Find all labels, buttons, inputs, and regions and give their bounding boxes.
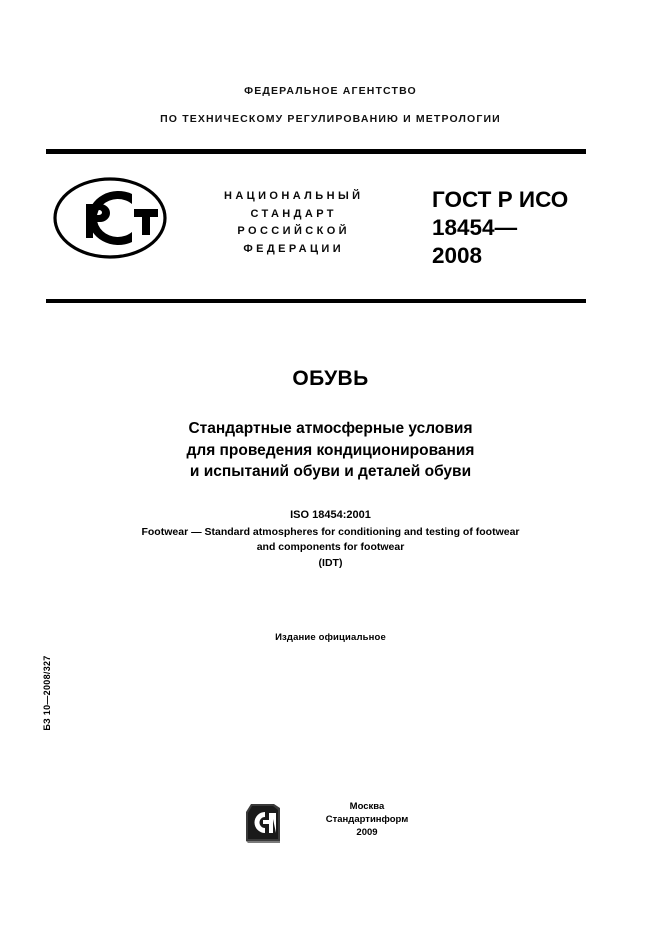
publisher-year: 2009 bbox=[356, 827, 378, 838]
national-standard-line-1: НАЦИОНАЛЬНЫЙ bbox=[223, 190, 364, 202]
page-subtitle bbox=[0, 418, 661, 483]
publisher-imprint bbox=[291, 800, 443, 839]
standard-designation bbox=[432, 186, 642, 270]
iso-equivalence-block bbox=[0, 508, 661, 571]
publisher-city: Москва bbox=[349, 801, 385, 812]
page-title: ОБУВЬ bbox=[292, 367, 369, 390]
publisher-block bbox=[243, 800, 443, 850]
iso-english-title-line-1: Footwear — Standard atmospheres for conditioning and testing of footwear bbox=[141, 525, 520, 538]
official-edition-label: Издание официальное bbox=[275, 632, 386, 643]
designation-line-3: 2008 bbox=[432, 243, 483, 268]
gost-r-mark-icon bbox=[52, 176, 168, 260]
agency-name-line-1: ФЕДЕРАЛЬНОЕ АГЕНТСТВО bbox=[244, 85, 417, 97]
publisher-name: Стандартинформ bbox=[325, 814, 409, 825]
divider-rule-top bbox=[46, 149, 586, 154]
iso-correspondence-degree: (IDT) bbox=[318, 556, 343, 569]
standartinform-logo-icon bbox=[243, 802, 286, 845]
national-standard-line-4: ФЕДЕРАЦИИ bbox=[243, 242, 345, 255]
designation-line-2: 18454— bbox=[432, 215, 518, 240]
subtitle-line-2: для проведения кондиционирования bbox=[186, 441, 475, 459]
subtitle-line-3: и испытаний обуви и деталей обуви bbox=[189, 463, 472, 480]
iso-reference: ISO 18454:2001 bbox=[290, 509, 371, 521]
divider-rule-bottom bbox=[46, 299, 586, 303]
national-standard-wordmark bbox=[186, 188, 398, 258]
national-standard-line-3: РОССИЙСКОЙ bbox=[237, 225, 350, 237]
iso-english-title-line-2: and components for footwear bbox=[256, 541, 405, 553]
spine-index-code: БЗ 10—2008/327 bbox=[42, 655, 52, 731]
agency-header bbox=[0, 86, 661, 124]
designation-line-1: ГОСТ Р ИСО bbox=[432, 187, 569, 212]
subtitle-line-1: Стандартные атмосферные условия bbox=[188, 420, 473, 437]
national-standard-line-2: СТАНДАРТ bbox=[250, 207, 337, 220]
agency-name-line-2: ПО ТЕХНИЧЕСКОМУ РЕГУЛИРОВАНИЮ И МЕТРОЛОГИИ bbox=[160, 112, 501, 125]
